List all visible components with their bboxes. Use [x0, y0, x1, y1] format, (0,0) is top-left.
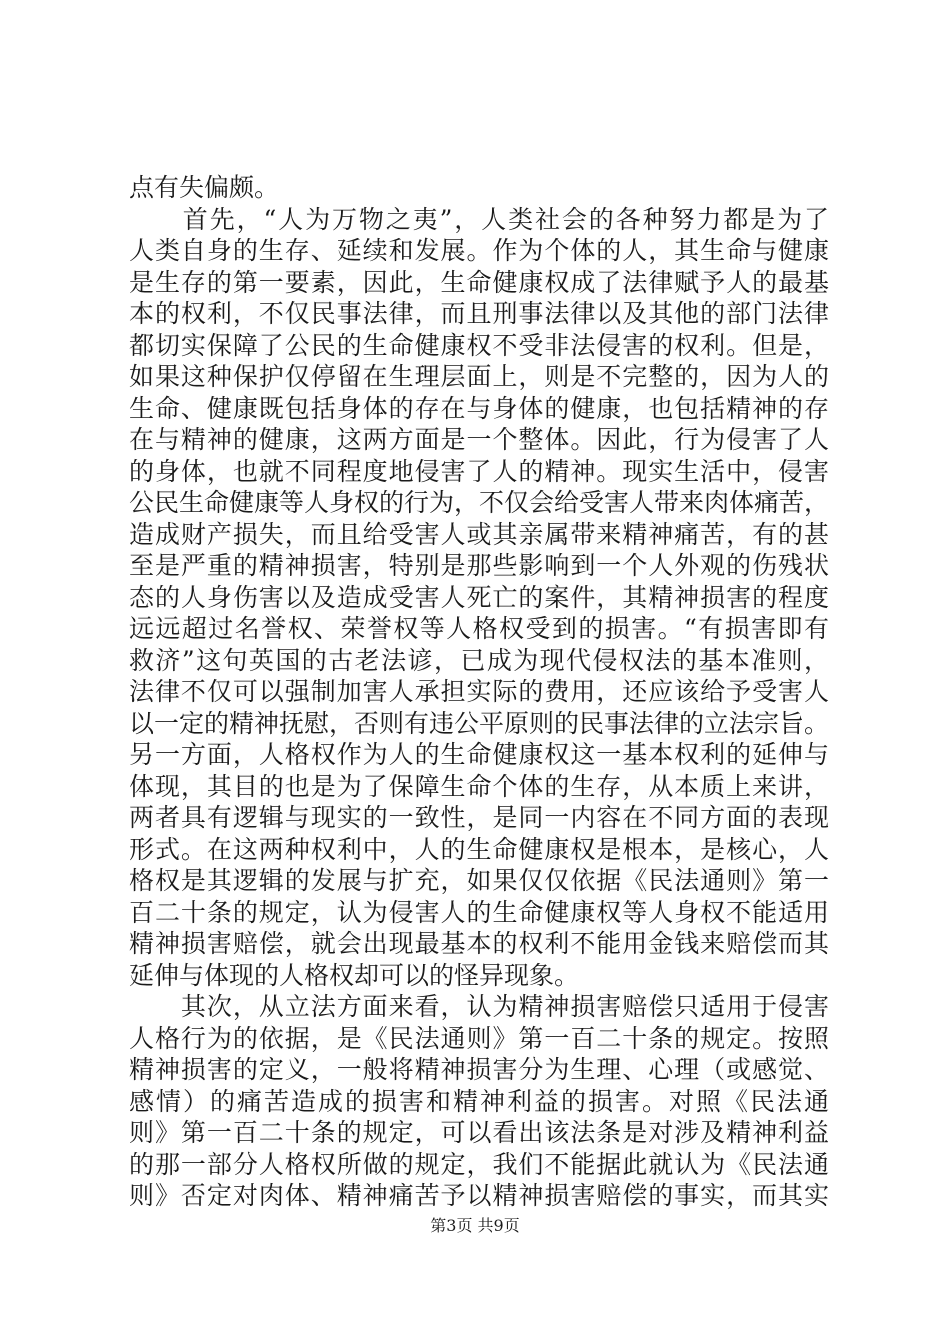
- text-line: 则》否定对肉体、精神痛苦予以精神损害赔偿的事实，而其实: [129, 1181, 829, 1210]
- text-line: 人格行为的依据，是《民法通则》第一百二十条的规定。按照: [129, 1023, 829, 1053]
- text-line: 法律不仅可以强制加害人承担实际的费用，还应该给予受害人: [129, 677, 829, 706]
- text-line: 公民生命健康等人身权的行为，不仅会给受害人带来肉体痛苦，: [129, 488, 830, 517]
- text-line: 人类自身的生存、延续和发展。作为个体的人，其生命与健康: [129, 236, 829, 265]
- text-line: 体现，其目的也是为了保障生命个体的生存，从本质上来讲，: [129, 771, 829, 801]
- text-line: 两者具有逻辑与现实的一致性，是同一内容在不同方面的表现: [129, 803, 829, 832]
- text-line: 的那一部分人格权所做的规定，我们不能据此就认为《民法通: [129, 1149, 829, 1179]
- text-line: 另一方面，人格权作为人的生命健康权这一基本权利的延伸与: [129, 740, 829, 769]
- text-line: 百二十条的规定，认为侵害人的生命健康权等人身权不能适用: [129, 897, 829, 927]
- text-line: 在与精神的健康，这两方面是一个整体。因此，行为侵害了人: [129, 425, 829, 454]
- text-line: 精神损害的定义，一般将精神损害分为生理、心理（或感觉、: [129, 1055, 829, 1084]
- text-line: 感情）的痛苦造成的损害和精神利益的损害。对照《民法通: [129, 1086, 829, 1116]
- page-footer: 第3页 共9页: [430, 1216, 520, 1235]
- text-line: 造成财产损失，而且给受害人或其亲属带来精神痛苦，有的甚: [129, 519, 829, 549]
- text-line: 如果这种保护仅停留在生理层面上，则是不完整的，因为人的: [129, 362, 829, 391]
- text-line: 格权是其逻辑的发展与扩充，如果仅仅依据《民法通则》第一: [129, 866, 829, 895]
- text-line: 的身体，也就不同程度地侵害了人的精神。现实生活中，侵害: [129, 456, 829, 486]
- text-line: 点有失偏颇。: [129, 173, 280, 202]
- text-line: 都切实保障了公民的生命健康权不受非法侵害的权利。但是，: [129, 330, 829, 360]
- text-line: 生命、健康既包括身体的存在与身体的健康，也包括精神的存: [129, 393, 829, 423]
- text-line: 首先，“人为万物之夷”，人类社会的各种努力都是为了: [129, 204, 829, 234]
- body-text: [129, 172, 829, 1212]
- text-line: 则》第一百二十条的规定，可以看出该法条是对涉及精神利益: [129, 1118, 829, 1147]
- text-line: 至是严重的精神损害，特别是那些影响到一个人外观的伤残状: [129, 551, 829, 580]
- text-line: 是生存的第一要素，因此，生命健康权成了法律赋予人的最基: [129, 267, 829, 297]
- text-line: 态的人身伤害以及造成受害人死亡的案件，其精神损害的程度: [129, 582, 829, 612]
- text-line: 以一定的精神抚慰，否则有违公平原则的民事法律的立法宗旨。: [129, 708, 830, 738]
- text-line: 救济”这句英国的古老法谚，已成为现代侵权法的基本准则，: [129, 645, 829, 675]
- text-line: 其次，从立法方面来看，认为精神损害赔偿只适用于侵害: [129, 992, 829, 1021]
- text-line: 形式。在这两种权利中，人的生命健康权是根本，是核心，人: [129, 834, 829, 864]
- text-line: 远远超过名誉权、荣誉权等人格权受到的损害。“有损害即有: [129, 614, 829, 643]
- text-line: 延伸与体现的人格权却可以的怪异现象。: [129, 960, 580, 990]
- text-line: 精神损害赔偿，就会出现最基本的权利不能用金钱来赔偿而其: [129, 929, 829, 958]
- text-line: 本的权利，不仅民事法律，而且刑事法律以及其他的部门法律: [129, 299, 829, 328]
